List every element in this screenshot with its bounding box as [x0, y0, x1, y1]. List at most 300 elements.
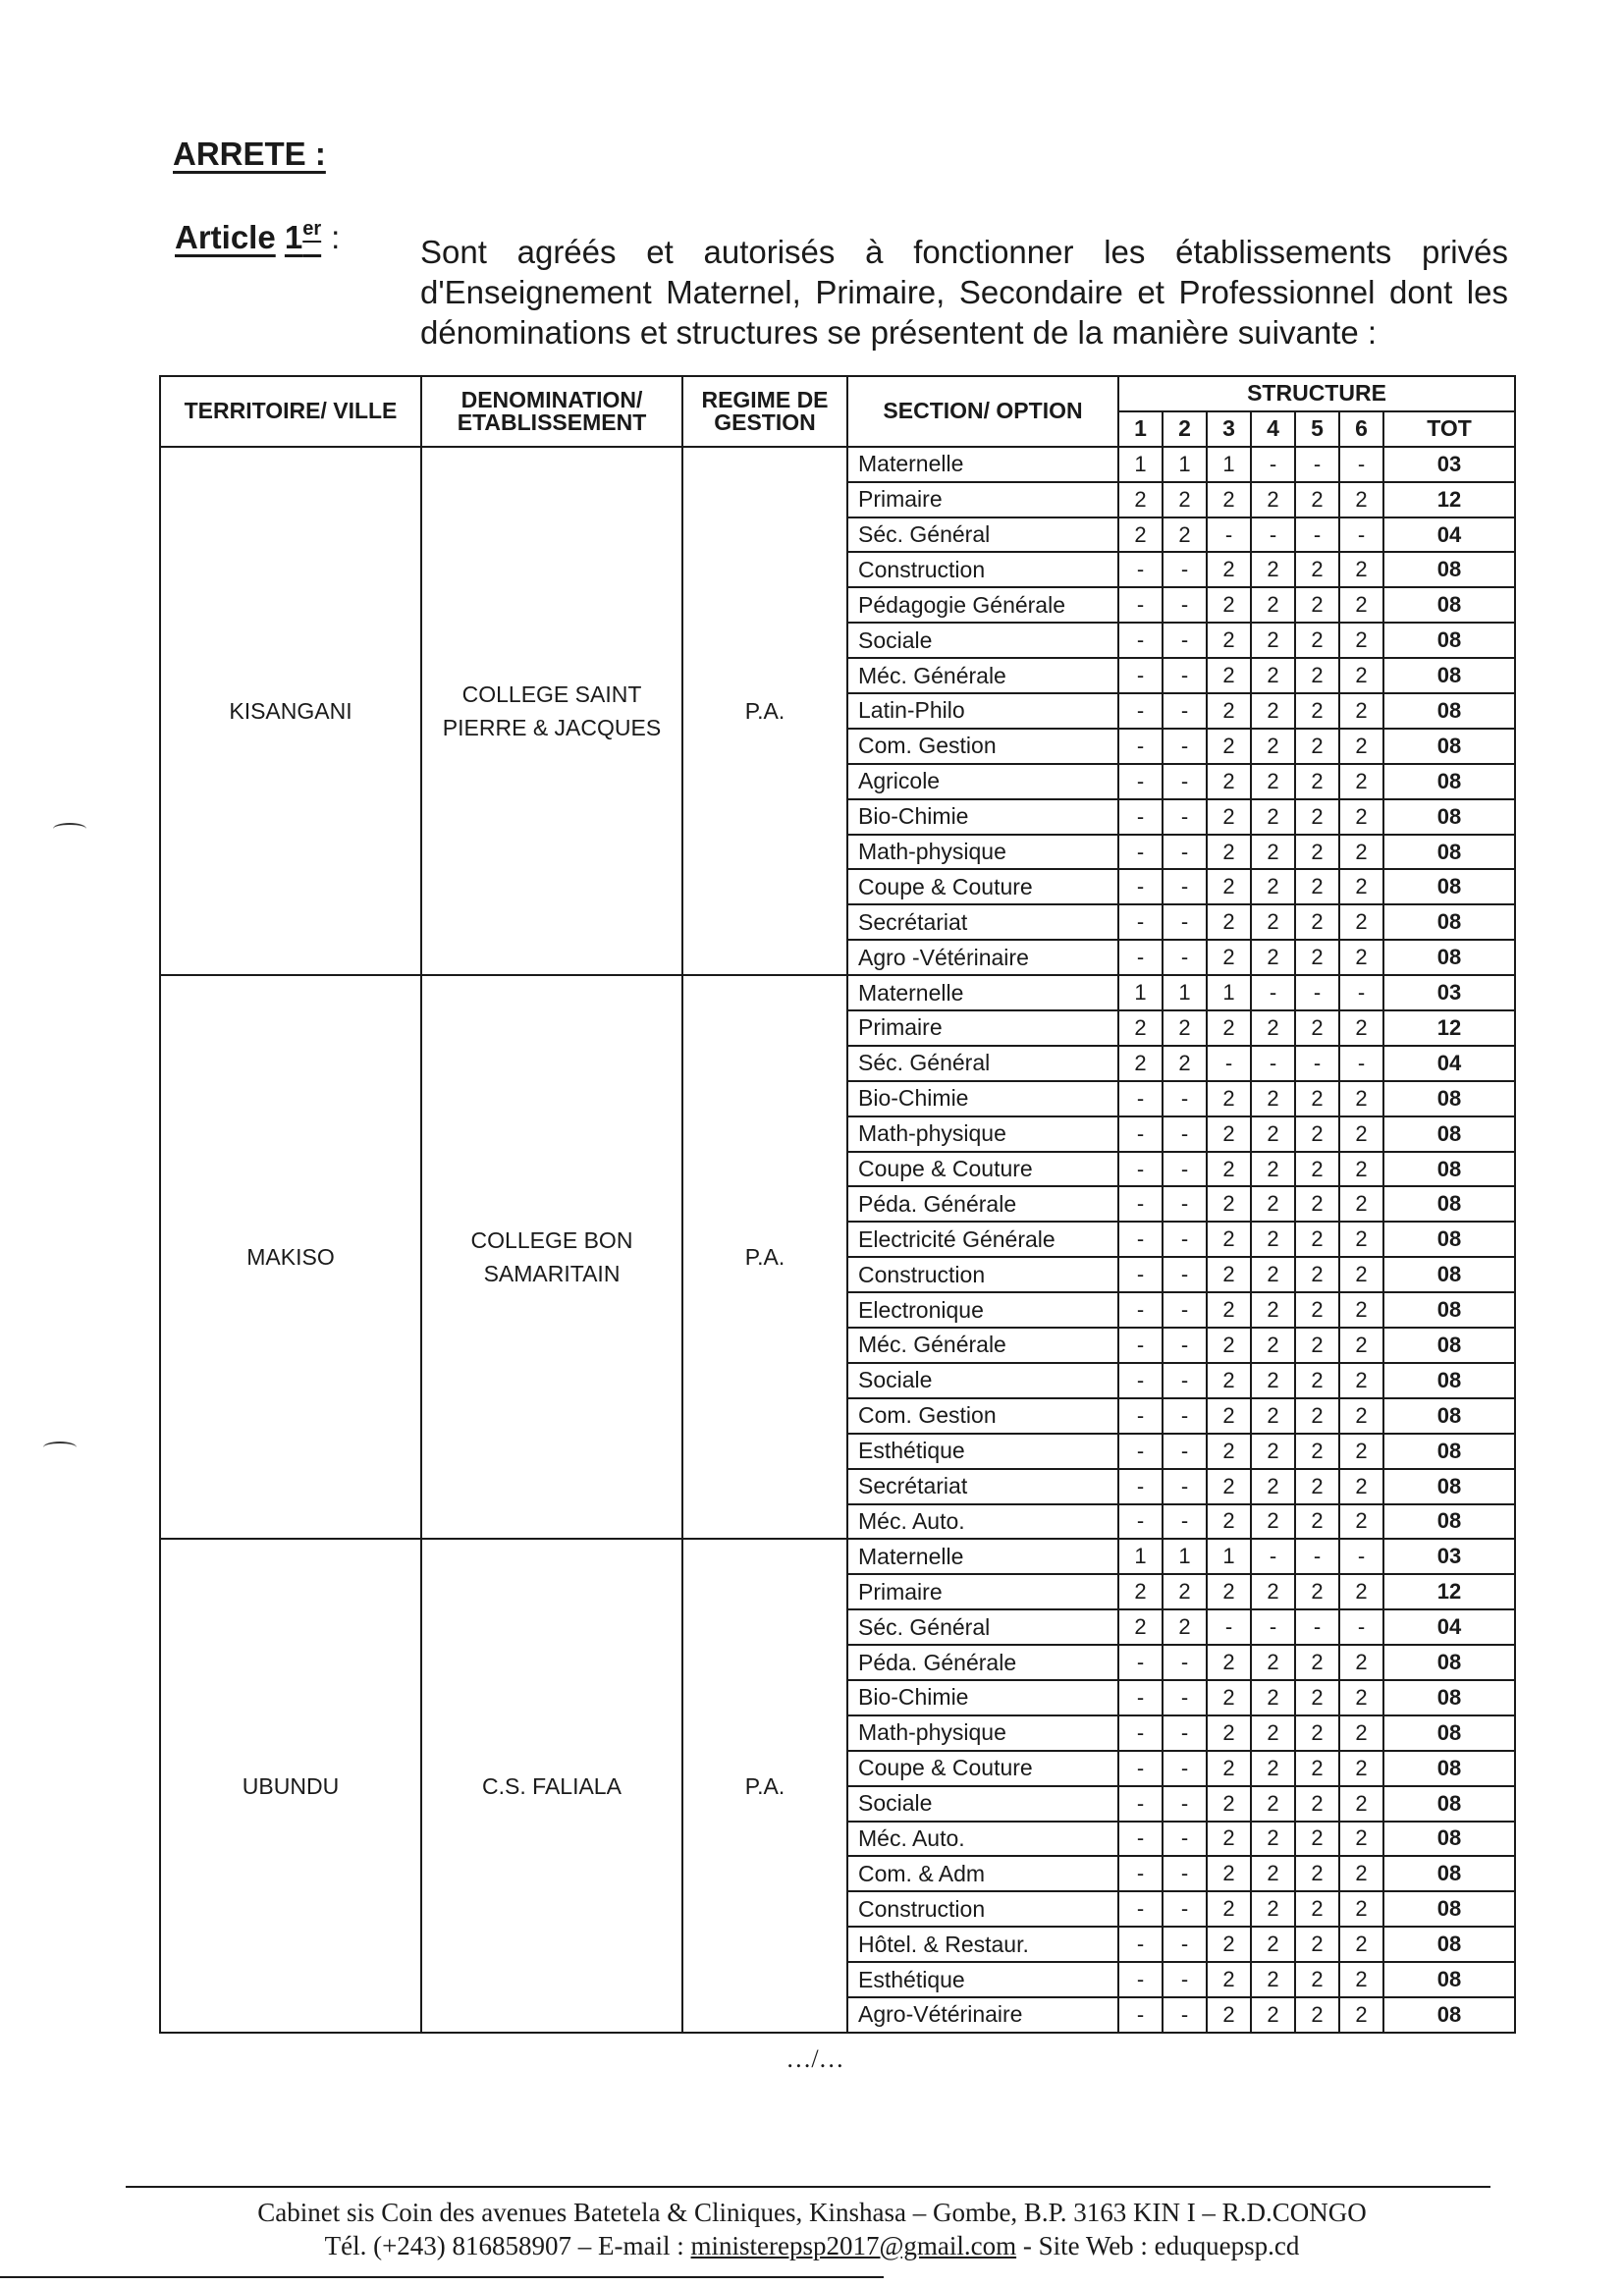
structure-cell: 2	[1339, 1469, 1383, 1504]
structure-cell: 2	[1207, 835, 1251, 870]
structure-cell: 2	[1295, 1822, 1339, 1857]
structure-cell: 2	[1207, 587, 1251, 623]
structure-cell: -	[1163, 1891, 1207, 1927]
structure-cell: 2	[1251, 658, 1295, 693]
option-cell: Coupe & Couture	[847, 1751, 1118, 1786]
structure-cell: 1	[1207, 975, 1251, 1010]
option-cell: Bio-Chimie	[847, 1081, 1118, 1116]
article-label-number	[285, 219, 321, 255]
total-cell: 08	[1383, 1116, 1515, 1152]
header-denomination: DENOMINATION/ ETABLISSEMENT	[421, 376, 682, 447]
structure-cell: 2	[1207, 482, 1251, 517]
total-cell: 08	[1383, 1997, 1515, 2033]
structure-cell: 2	[1339, 587, 1383, 623]
structure-cell: -	[1339, 1609, 1383, 1645]
total-cell: 12	[1383, 1010, 1515, 1046]
structure-cell: 2	[1295, 1574, 1339, 1609]
structure-cell: -	[1118, 764, 1163, 799]
structure-cell: 2	[1207, 1152, 1251, 1187]
structure-cell: 2	[1207, 799, 1251, 835]
structure-cell: 2	[1251, 1856, 1295, 1891]
structure-cell: -	[1118, 1434, 1163, 1469]
structure-cell: 2	[1339, 1116, 1383, 1152]
structure-cell: 2	[1295, 764, 1339, 799]
structure-cell: 2	[1339, 1010, 1383, 1046]
structure-cell: -	[1295, 1539, 1339, 1574]
structure-cell: -	[1251, 517, 1295, 553]
option-cell: Math-physique	[847, 1715, 1118, 1751]
structure-cell: -	[1163, 552, 1207, 587]
structure-cell: -	[1118, 1081, 1163, 1116]
structure-cell: 2	[1251, 1574, 1295, 1609]
structure-cell: 2	[1251, 1504, 1295, 1540]
structure-cell: -	[1118, 1680, 1163, 1715]
footer-phone: Tél. (+243) 816858907 – E-mail :	[324, 2231, 691, 2260]
option-cell: Maternelle	[847, 1539, 1118, 1574]
structure-cell: 2	[1163, 1046, 1207, 1081]
total-cell: 08	[1383, 1715, 1515, 1751]
option-cell: Sociale	[847, 1786, 1118, 1822]
header-regime: REGIME DE GESTION	[682, 376, 847, 447]
structure-cell: -	[1339, 517, 1383, 553]
footer-contact	[128, 2229, 1496, 2262]
structure-cell: 2	[1295, 1997, 1339, 2033]
total-cell: 08	[1383, 1222, 1515, 1257]
structure-cell: 2	[1251, 482, 1295, 517]
structure-cell: 2	[1295, 1328, 1339, 1363]
option-cell: Esthétique	[847, 1434, 1118, 1469]
total-cell: 08	[1383, 658, 1515, 693]
structure-cell: -	[1163, 1856, 1207, 1891]
option-cell: Coupe & Couture	[847, 1152, 1118, 1187]
option-cell: Maternelle	[847, 447, 1118, 482]
structure-cell: -	[1118, 1786, 1163, 1822]
structure-cell: 2	[1339, 799, 1383, 835]
option-cell: Coupe & Couture	[847, 869, 1118, 904]
total-cell: 08	[1383, 835, 1515, 870]
structure-cell: 2	[1339, 1152, 1383, 1187]
structure-cell: 2	[1295, 940, 1339, 975]
total-cell: 08	[1383, 1257, 1515, 1292]
structure-cell: 2	[1251, 587, 1295, 623]
structure-cell: -	[1295, 975, 1339, 1010]
total-cell: 08	[1383, 1751, 1515, 1786]
structure-cell: 2	[1251, 1292, 1295, 1328]
structure-cell: 2	[1339, 1574, 1383, 1609]
header-col-3: 3	[1207, 411, 1251, 447]
structure-cell: -	[1339, 975, 1383, 1010]
structure-cell: 2	[1339, 1504, 1383, 1540]
total-cell: 08	[1383, 1398, 1515, 1434]
structure-cell: 2	[1295, 1152, 1339, 1187]
structure-cell: -	[1163, 693, 1207, 729]
article-label	[175, 218, 340, 256]
structure-cell: 2	[1207, 1257, 1251, 1292]
article-label-colon: :	[331, 219, 341, 255]
structure-cell: 2	[1251, 693, 1295, 729]
structure-cell: 2	[1339, 1891, 1383, 1927]
structure-cell: 2	[1251, 1891, 1295, 1927]
structure-cell: 2	[1251, 1222, 1295, 1257]
structure-cell: -	[1118, 1222, 1163, 1257]
structure-cell: 2	[1207, 764, 1251, 799]
structure-cell: 2	[1207, 1856, 1251, 1891]
structure-cell: -	[1163, 764, 1207, 799]
structure-cell: 2	[1295, 1786, 1339, 1822]
structure-cell: -	[1163, 1645, 1207, 1680]
structure-cell: 2	[1207, 1645, 1251, 1680]
header-section: SECTION/ OPTION	[847, 376, 1118, 447]
structure-cell: 2	[1251, 1469, 1295, 1504]
structure-cell: -	[1163, 869, 1207, 904]
total-cell: 04	[1383, 517, 1515, 553]
structure-cell: -	[1118, 1116, 1163, 1152]
option-cell: Construction	[847, 1891, 1118, 1927]
structure-cell: 2	[1295, 482, 1339, 517]
denomination-cell: COLLEGE BON SAMARITAIN	[421, 975, 682, 1539]
table-body	[160, 447, 1515, 2033]
article-text: Sont agréés et autorisés à fonctionner les établissements privés d'Enseignement Maternel, Primaire, Secondaire et Professionnel dont les dénominations et structures se présentent de la manière suivante :	[420, 234, 1508, 351]
structure-cell: -	[1118, 1962, 1163, 1997]
regime-cell: P.A.	[682, 447, 847, 975]
territoire-cell: KISANGANI	[160, 447, 421, 975]
total-cell: 08	[1383, 1962, 1515, 1997]
structure-cell: 2	[1295, 693, 1339, 729]
structure-cell: 2	[1251, 623, 1295, 658]
structure-cell: 2	[1207, 1680, 1251, 1715]
structure-cell: 2	[1251, 764, 1295, 799]
structure-cell: -	[1118, 1927, 1163, 1962]
header-col-5: 5	[1295, 411, 1339, 447]
structure-cell: 2	[1339, 1434, 1383, 1469]
structure-cell: 2	[1339, 904, 1383, 940]
structure-cell: 2	[1251, 729, 1295, 764]
structure-cell: 1	[1118, 975, 1163, 1010]
structure-cell: 2	[1295, 1469, 1339, 1504]
structure-cell: -	[1118, 1292, 1163, 1328]
structure-cell: -	[1163, 940, 1207, 975]
structure-cell: -	[1118, 904, 1163, 940]
option-cell: Math-physique	[847, 835, 1118, 870]
structure-cell: 2	[1118, 1046, 1163, 1081]
total-cell: 08	[1383, 1822, 1515, 1857]
structure-cell: 2	[1251, 1186, 1295, 1222]
total-cell: 08	[1383, 1504, 1515, 1540]
structure-cell: 2	[1295, 1434, 1339, 1469]
structure-cell: -	[1163, 1328, 1207, 1363]
structure-cell: 2	[1295, 1751, 1339, 1786]
structure-cell: 2	[1295, 1715, 1339, 1751]
structure-cell: 1	[1163, 1539, 1207, 1574]
structure-cell: -	[1118, 587, 1163, 623]
total-cell: 08	[1383, 1856, 1515, 1891]
structure-cell: -	[1163, 1363, 1207, 1398]
structure-cell: 2	[1339, 1927, 1383, 1962]
structure-cell: 2	[1207, 1997, 1251, 2033]
total-cell: 08	[1383, 1891, 1515, 1927]
total-cell: 08	[1383, 940, 1515, 975]
structure-cell: -	[1118, 623, 1163, 658]
structure-cell: -	[1163, 1504, 1207, 1540]
option-cell: Primaire	[847, 1574, 1118, 1609]
structure-cell: 2	[1163, 517, 1207, 553]
structure-cell: -	[1339, 447, 1383, 482]
structure-cell: 2	[1207, 552, 1251, 587]
structure-cell: 2	[1339, 835, 1383, 870]
structure-cell: 2	[1207, 1363, 1251, 1398]
structure-cell: 2	[1295, 623, 1339, 658]
structure-cell: 2	[1207, 1186, 1251, 1222]
option-cell: Latin-Philo	[847, 693, 1118, 729]
structure-cell: 2	[1339, 1751, 1383, 1786]
structure-cell: 2	[1251, 1822, 1295, 1857]
structure-cell: 2	[1118, 482, 1163, 517]
structure-cell: 2	[1339, 552, 1383, 587]
structure-cell: -	[1118, 658, 1163, 693]
structure-cell: 2	[1207, 623, 1251, 658]
structure-cell: -	[1163, 1152, 1207, 1187]
structure-cell: 2	[1295, 1363, 1339, 1398]
structure-cell: 2	[1295, 1927, 1339, 1962]
structure-cell: -	[1163, 799, 1207, 835]
option-cell: Primaire	[847, 1010, 1118, 1046]
structure-cell: -	[1295, 447, 1339, 482]
structure-cell: 2	[1339, 1363, 1383, 1398]
denomination-cell: C.S. FALIALA	[421, 1539, 682, 2032]
option-cell: Séc. Général	[847, 1046, 1118, 1081]
page-heading: ARRETE :	[173, 136, 326, 172]
total-cell: 08	[1383, 1186, 1515, 1222]
structure-cell: 2	[1295, 658, 1339, 693]
structure-cell: 2	[1339, 1186, 1383, 1222]
option-cell: Electronique	[847, 1292, 1118, 1328]
structure-cell: -	[1163, 835, 1207, 870]
structure-cell: 1	[1118, 447, 1163, 482]
structure-cell: 2	[1251, 799, 1295, 835]
option-cell: Bio-Chimie	[847, 799, 1118, 835]
option-cell: Com. Gestion	[847, 729, 1118, 764]
structure-cell: -	[1118, 1257, 1163, 1292]
structure-cell: -	[1118, 1186, 1163, 1222]
structure-cell: 2	[1295, 587, 1339, 623]
total-cell: 08	[1383, 799, 1515, 835]
scan-artifact-mark	[53, 823, 86, 835]
structure-cell: 2	[1339, 1962, 1383, 1997]
structure-cell: 2	[1339, 1257, 1383, 1292]
structure-cell: -	[1163, 1398, 1207, 1434]
structure-cell: 2	[1339, 729, 1383, 764]
table-header-row-1	[160, 376, 1515, 411]
total-cell: 08	[1383, 729, 1515, 764]
option-cell: Construction	[847, 552, 1118, 587]
article-label-word: Article	[175, 219, 276, 255]
structure-cell: 2	[1339, 1222, 1383, 1257]
structure-cell: 2	[1339, 482, 1383, 517]
structure-cell: 2	[1295, 1222, 1339, 1257]
structure-cell: -	[1163, 1786, 1207, 1822]
structure-cell: 2	[1251, 1081, 1295, 1116]
footer-website: - Site Web : eduquepsp.cd	[1016, 2231, 1300, 2260]
structure-cell: -	[1163, 1997, 1207, 2033]
structure-cell: -	[1163, 1822, 1207, 1857]
total-cell: 08	[1383, 1645, 1515, 1680]
structure-cell: -	[1207, 1046, 1251, 1081]
structure-cell: -	[1295, 1046, 1339, 1081]
total-cell: 08	[1383, 1328, 1515, 1363]
total-cell: 12	[1383, 482, 1515, 517]
structure-cell: 1	[1163, 447, 1207, 482]
structure-cell: 2	[1251, 1328, 1295, 1363]
structure-cell: 2	[1251, 1786, 1295, 1822]
structure-cell: -	[1163, 904, 1207, 940]
structure-cell: -	[1118, 799, 1163, 835]
continuation-mark: …/…	[785, 2044, 844, 2073]
structure-cell: -	[1118, 552, 1163, 587]
option-cell: Péda. Générale	[847, 1645, 1118, 1680]
total-cell: 03	[1383, 975, 1515, 1010]
total-cell: 08	[1383, 869, 1515, 904]
structure-cell: -	[1163, 1081, 1207, 1116]
structure-cell: 2	[1163, 1609, 1207, 1645]
option-cell: Séc. Général	[847, 517, 1118, 553]
header-territoire: TERRITOIRE/ VILLE	[160, 376, 421, 447]
option-cell: Com. & Adm	[847, 1856, 1118, 1891]
footer-bottom-rule	[0, 2276, 884, 2278]
total-cell: 08	[1383, 693, 1515, 729]
total-cell: 12	[1383, 1574, 1515, 1609]
structure-cell: 2	[1207, 729, 1251, 764]
structure-cell: 2	[1295, 1962, 1339, 1997]
structure-cell: 2	[1207, 658, 1251, 693]
structure-cell: 2	[1339, 1715, 1383, 1751]
structure-cell: -	[1163, 587, 1207, 623]
article-number-suffix: er	[302, 218, 322, 240]
structure-cell: 2	[1339, 940, 1383, 975]
structure-cell: 2	[1295, 1891, 1339, 1927]
structure-cell: -	[1118, 1856, 1163, 1891]
structure-cell: 2	[1339, 764, 1383, 799]
structure-cell: 2	[1295, 1292, 1339, 1328]
structure-cell: -	[1207, 1609, 1251, 1645]
structure-cell: 2	[1295, 1645, 1339, 1680]
structure-cell: 2	[1207, 1751, 1251, 1786]
structure-cell: 1	[1163, 975, 1207, 1010]
structure-cell: 2	[1295, 799, 1339, 835]
structure-cell: 2	[1251, 1927, 1295, 1962]
structure-cell: -	[1163, 729, 1207, 764]
structure-cell: 2	[1295, 1680, 1339, 1715]
structure-cell: 2	[1339, 1856, 1383, 1891]
total-cell: 08	[1383, 552, 1515, 587]
structure-cell: 2	[1118, 1609, 1163, 1645]
header-col-1: 1	[1118, 411, 1163, 447]
structure-cell: 2	[1339, 658, 1383, 693]
option-cell: Méc. Auto.	[847, 1504, 1118, 1540]
structure-cell: 2	[1339, 1398, 1383, 1434]
table-row	[160, 975, 1515, 1010]
total-cell: 08	[1383, 904, 1515, 940]
structure-cell: -	[1163, 658, 1207, 693]
header-col-4: 4	[1251, 411, 1295, 447]
structure-cell: -	[1118, 1152, 1163, 1187]
footer-email-link[interactable]: ministerepsp2017@gmail.com	[690, 2231, 1017, 2260]
option-cell: Secrétariat	[847, 1469, 1118, 1504]
option-cell: Méc. Générale	[847, 1328, 1118, 1363]
structure-cell: 2	[1295, 552, 1339, 587]
structure-cell: -	[1163, 1434, 1207, 1469]
structure-cell: 2	[1251, 1152, 1295, 1187]
structure-cell: 2	[1118, 517, 1163, 553]
structure-cell: 2	[1118, 1010, 1163, 1046]
option-cell: Bio-Chimie	[847, 1680, 1118, 1715]
structure-cell: 2	[1339, 693, 1383, 729]
structure-cell: -	[1251, 1539, 1295, 1574]
structure-cell: -	[1118, 1645, 1163, 1680]
option-cell: Com. Gestion	[847, 1398, 1118, 1434]
structure-cell: 2	[1207, 1081, 1251, 1116]
structure-cell: 2	[1251, 1680, 1295, 1715]
structure-cell: -	[1118, 1997, 1163, 2033]
article-number: 1	[284, 219, 303, 255]
total-cell: 08	[1383, 1927, 1515, 1962]
header-col-tot: TOT	[1383, 411, 1515, 447]
structure-cell: 2	[1295, 1010, 1339, 1046]
structure-cell: -	[1339, 1046, 1383, 1081]
header-col-2: 2	[1163, 411, 1207, 447]
structure-cell: 1	[1118, 1539, 1163, 1574]
structure-cell: 2	[1251, 940, 1295, 975]
total-cell: 08	[1383, 1363, 1515, 1398]
total-cell: 08	[1383, 587, 1515, 623]
establishments-table	[159, 375, 1516, 2034]
structure-cell: -	[1118, 1398, 1163, 1434]
option-cell: Math-physique	[847, 1116, 1118, 1152]
structure-cell: 2	[1295, 1398, 1339, 1434]
structure-cell: 2	[1295, 1504, 1339, 1540]
option-cell: Agricole	[847, 764, 1118, 799]
option-cell: Esthétique	[847, 1962, 1118, 1997]
structure-cell: 2	[1251, 1645, 1295, 1680]
structure-cell: 2	[1339, 1786, 1383, 1822]
footer	[128, 2196, 1496, 2262]
structure-cell: -	[1163, 1257, 1207, 1292]
total-cell: 08	[1383, 1434, 1515, 1469]
structure-cell: 2	[1207, 904, 1251, 940]
structure-cell: 2	[1207, 1786, 1251, 1822]
option-cell: Sociale	[847, 623, 1118, 658]
footer-rule	[126, 2186, 1490, 2188]
structure-cell: -	[1118, 729, 1163, 764]
structure-cell: -	[1339, 1539, 1383, 1574]
structure-cell: -	[1118, 1504, 1163, 1540]
structure-cell: -	[1163, 1715, 1207, 1751]
structure-cell: 2	[1207, 1962, 1251, 1997]
structure-cell: 2	[1251, 1715, 1295, 1751]
structure-cell: 2	[1207, 1398, 1251, 1434]
structure-cell: 2	[1251, 552, 1295, 587]
structure-cell: 2	[1118, 1574, 1163, 1609]
structure-cell: -	[1207, 517, 1251, 553]
option-cell: Sociale	[847, 1363, 1118, 1398]
structure-cell: -	[1118, 835, 1163, 870]
option-cell: Agro -Vétérinaire	[847, 940, 1118, 975]
structure-cell: -	[1251, 1609, 1295, 1645]
structure-cell: -	[1118, 1891, 1163, 1927]
structure-cell: -	[1118, 1363, 1163, 1398]
structure-cell: -	[1163, 1116, 1207, 1152]
structure-cell: 2	[1295, 904, 1339, 940]
structure-cell: -	[1118, 869, 1163, 904]
